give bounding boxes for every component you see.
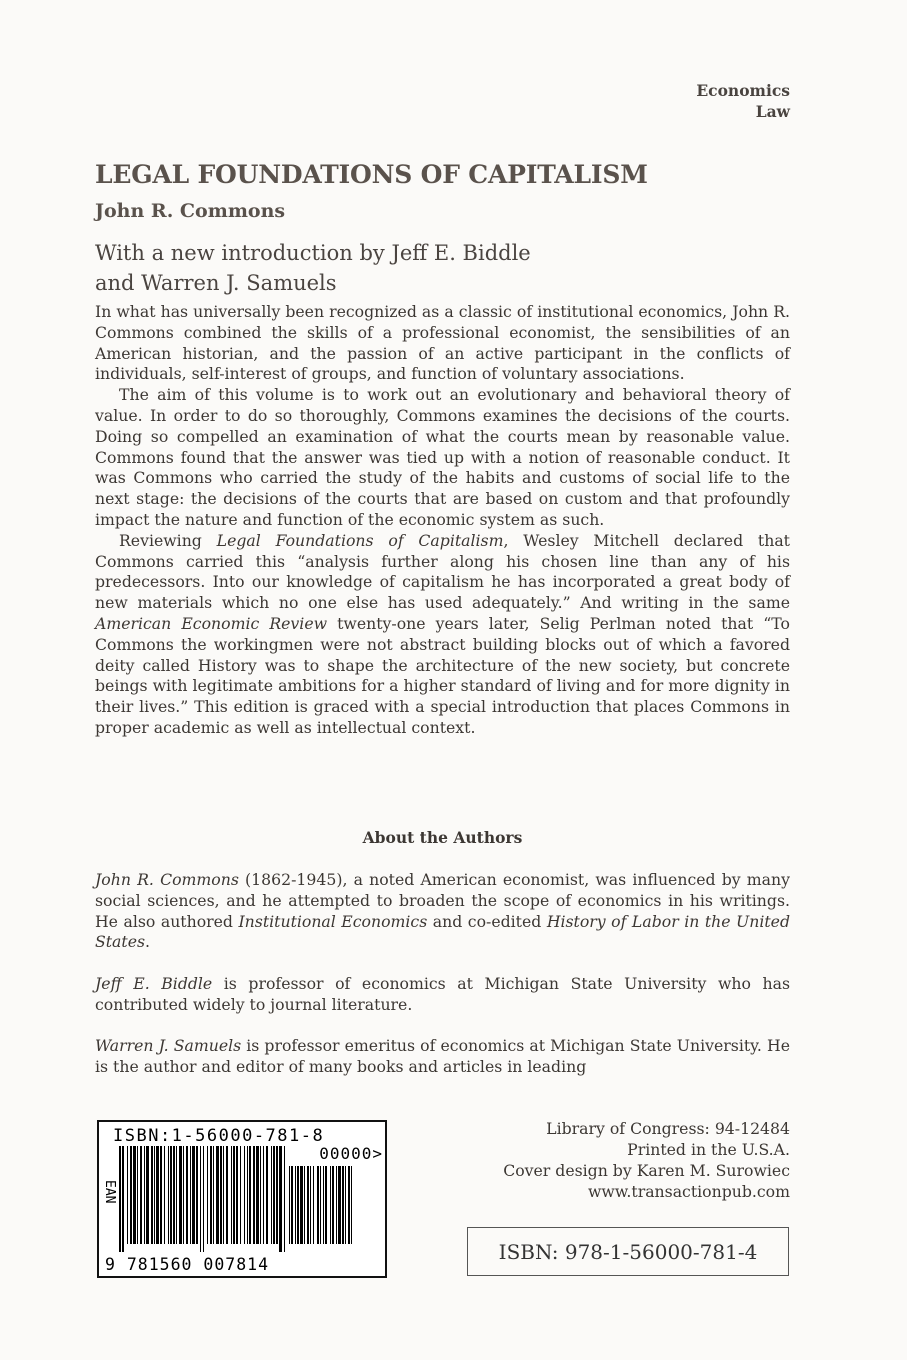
barcode-bar xyxy=(164,1146,165,1244)
bio-commons: John R. Commons (1862-1945), a noted American economist, was influenced by many social sciences, and he attempted to broaden the scope of economics in his writings. He also authored Institutional Economics and co-edited History of Labor in the United States. xyxy=(95,870,790,952)
barcode-bar xyxy=(233,1146,235,1244)
barcode-bar xyxy=(226,1146,228,1244)
barcode-bar xyxy=(253,1146,255,1244)
intro-line-1: With a new introduction by Jeff E. Biddle xyxy=(95,241,531,265)
barcode-bar xyxy=(156,1146,159,1244)
barcode-bar xyxy=(342,1166,344,1244)
barcode-bar xyxy=(307,1166,309,1244)
barcode-bar xyxy=(192,1146,195,1244)
barcode-bar xyxy=(289,1166,290,1244)
barcode-bar xyxy=(223,1146,224,1244)
library-of-congress: Library of Congress: 94-12484 xyxy=(546,1119,790,1138)
barcode-bar xyxy=(154,1146,155,1244)
barcode-bar xyxy=(200,1146,201,1252)
book-title-reference: Legal Foundations of Capitalism xyxy=(216,530,504,550)
barcode-bar xyxy=(348,1166,350,1244)
book-title: LEGAL FOUNDATIONS OF CAPITALISM xyxy=(95,160,648,189)
isbn-box: ISBN: 978-1-56000-781-4 xyxy=(467,1227,789,1276)
barcode-bar xyxy=(151,1146,153,1244)
barcode-bar xyxy=(351,1166,352,1244)
barcode-bar xyxy=(179,1146,182,1244)
barcode-bar xyxy=(176,1146,177,1244)
barcode-bar xyxy=(336,1166,337,1244)
barcode-bar xyxy=(207,1146,208,1244)
barcode-bar xyxy=(313,1166,314,1244)
barcode-bar xyxy=(244,1146,245,1244)
barcode-bar xyxy=(146,1146,149,1244)
bio-samuels: Warren J. Samuels is professor emeritus of economics at Michigan State University. He is the author and editor of many books and articles in leading xyxy=(95,1036,790,1077)
category-economics: Economics xyxy=(696,81,790,100)
barcode-bar xyxy=(190,1146,191,1244)
barcode-bar xyxy=(323,1166,324,1244)
barcode-bar xyxy=(127,1146,128,1244)
barcode-bar xyxy=(249,1146,251,1244)
category-law: Law xyxy=(755,102,790,121)
barcode-bar xyxy=(216,1146,219,1244)
barcode-digits: 9 781560 007814 xyxy=(105,1255,270,1274)
barcode-bar xyxy=(196,1146,198,1244)
barcode-bar xyxy=(320,1166,321,1244)
publisher-website: www.transactionpub.com xyxy=(587,1182,790,1201)
blurb-paragraph-2: The aim of this volume is to work out an evolutionary and behavioral theory of value. In order to do so thoroughly, Commons examines the decisions of the courts. Doing so compelled an examination of what the courts mean by reasonable value. Commons found that the answer was tied up with a notion of reasonable conduct. It was Commons who carried the study of the habits and customs of social life to the next stage: the decisions of the courts that are based on custom and that profoundly impact the nature and function of the economic system as such. xyxy=(95,385,790,529)
barcode-bar xyxy=(304,1166,305,1244)
barcode-bar xyxy=(122,1146,124,1252)
barcode-bar xyxy=(332,1166,334,1244)
barcode-bar xyxy=(271,1146,272,1244)
subject-categories xyxy=(696,80,790,122)
barcode-bar xyxy=(279,1146,282,1252)
barcode-bar xyxy=(168,1146,169,1244)
barcode-bars xyxy=(119,1146,287,1252)
barcode-bar xyxy=(160,1146,162,1244)
barcode-bar xyxy=(130,1146,132,1244)
barcode-bar xyxy=(220,1146,222,1244)
barcode-bar xyxy=(338,1166,341,1244)
barcode-bar xyxy=(284,1146,285,1252)
barcode-bar xyxy=(183,1146,184,1244)
barcode-bar xyxy=(297,1166,299,1244)
barcode-bar xyxy=(144,1146,145,1244)
barcode-bar xyxy=(317,1166,319,1244)
barcode-bar xyxy=(345,1166,346,1244)
barcode-bar xyxy=(170,1146,172,1244)
barcode-bar xyxy=(173,1146,175,1244)
barcode-bar xyxy=(210,1146,212,1244)
barcode-bar xyxy=(231,1146,232,1244)
barcode-bar xyxy=(119,1146,121,1252)
barcode-bar xyxy=(300,1166,303,1244)
barcode-bar xyxy=(263,1146,264,1244)
description-text xyxy=(95,302,790,739)
barcode xyxy=(97,1120,387,1278)
barcode-bar xyxy=(203,1146,204,1252)
barcode-bar xyxy=(273,1146,275,1244)
introduction-credit xyxy=(95,238,531,298)
blurb-paragraph-3: Reviewing Legal Foundations of Capitalism, Wesley Mitchell declared that Commons carried this “analysis further along his chosen line than any of his predecessors. Into our knowledge of capitalism he has incorporated a great body of new materials which no one else has used adequately.” And writing in the same American Economic Review twenty-one years later, Selig Perlman noted that “To Commons the workingmen were not abstract building blocks out of which a favored deity called History was to shape the architecture of the new society, but concrete beings with legitimate ambitions for a higher standard of living and for more dignity in their lives.” This edition is graced with a special introduction that places Commons in proper academic as well as intellectual context. xyxy=(95,530,790,737)
barcode-isbn-label: ISBN:1-56000-781-8 xyxy=(113,1126,325,1146)
barcode-bar xyxy=(256,1146,259,1244)
barcode-bar xyxy=(137,1146,138,1244)
barcode-bar xyxy=(325,1166,327,1244)
barcode-addon-bars xyxy=(289,1166,375,1252)
about-authors-heading: About the Authors xyxy=(362,828,523,847)
barcode-bar xyxy=(276,1146,278,1244)
barcode-ean-label: EAN xyxy=(102,1180,117,1204)
author-bios xyxy=(95,870,790,1099)
barcode-bar xyxy=(266,1146,268,1244)
barcode-bar xyxy=(330,1166,331,1244)
book-author: John R. Commons xyxy=(95,200,286,222)
blurb-paragraph-1: In what has universally been recognized as a classic of institutional economics, John R. Commons combined the skills of a professional economist, the sensibilities of an American historian, and the passion of an active participant in the conflicts of individuals, self-interest of groups, and function of voluntary associations. xyxy=(95,302,790,384)
barcode-bar xyxy=(186,1146,188,1244)
bio-biddle: Jeff E. Biddle is professor of economics at Michigan State University who has contributed widely to journal literature. xyxy=(95,973,790,1014)
barcode-bar xyxy=(240,1146,241,1244)
barcode-addon-digits: 00000> xyxy=(319,1144,383,1163)
intro-line-2: and Warren J. Samuels xyxy=(95,271,337,295)
barcode-bar xyxy=(291,1166,293,1244)
barcode-bar xyxy=(133,1146,136,1244)
publication-credits xyxy=(503,1118,790,1202)
barcode-bar xyxy=(236,1146,238,1244)
barcode-bar xyxy=(310,1166,311,1244)
barcode-bar xyxy=(213,1146,214,1244)
barcode-bar xyxy=(247,1146,248,1244)
barcode-bar xyxy=(140,1146,142,1244)
barcode-bar xyxy=(260,1146,261,1244)
journal-title-reference: American Economic Review xyxy=(95,613,328,633)
printed-in: Printed in the U.S.A. xyxy=(627,1140,790,1159)
barcode-bar xyxy=(295,1166,296,1244)
cover-design: Cover design by Karen M. Surowiec xyxy=(503,1161,790,1180)
